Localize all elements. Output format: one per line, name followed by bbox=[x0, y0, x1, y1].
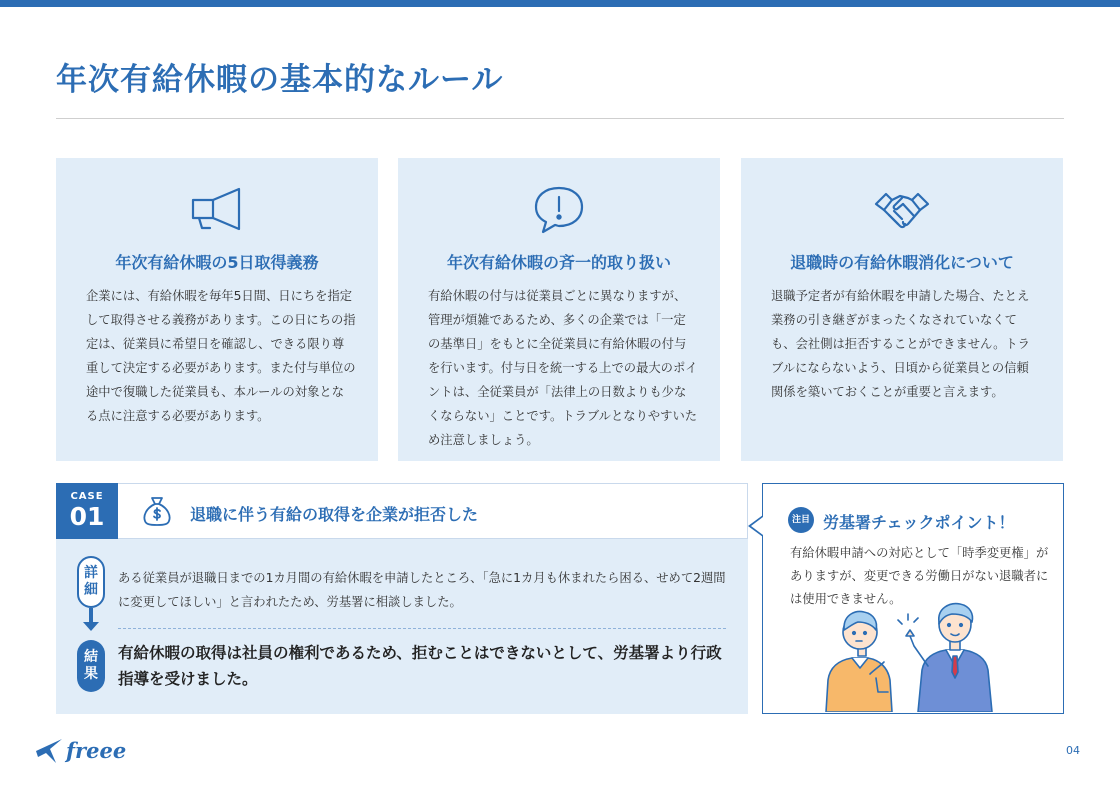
rule-card-five-day bbox=[56, 158, 378, 461]
page-title: 年次有給休暇の基本的なルール bbox=[56, 62, 504, 98]
card-body: 企業には、有給休暇を毎年5日間、日にちを指定して取得させる義務があります。この日にちの指定は、従業員に希望日を確認し、できる限り尊重して決定する必要があります。また付与単位の途中で復職した従業員も、本ルールの対象となる点に注意する必要があります。 bbox=[86, 289, 356, 423]
result-label-text: 結果 bbox=[84, 649, 98, 682]
case-result-text: 有給休暇の取得は社員の権利であるため、拒むことはできないとして、労基署より行政指導を受けました。 bbox=[118, 644, 722, 688]
checkpoint-title: 労基署チェックポイント！ bbox=[823, 513, 1015, 532]
case-number: 01 bbox=[69, 502, 105, 531]
rule-card-uniform-handling bbox=[398, 158, 720, 461]
title-divider bbox=[56, 118, 1064, 119]
handshake-icon bbox=[741, 184, 1063, 236]
case-title: 退職に伴う有給の取得を企業が拒否した bbox=[190, 505, 479, 524]
card-title: 年次有給休暇の斉一的取り扱い bbox=[446, 253, 671, 272]
freee-bird-icon bbox=[34, 735, 64, 765]
pointing-person-figure bbox=[898, 604, 992, 712]
megaphone-icon bbox=[56, 184, 378, 236]
detail-label-text: 詳細 bbox=[84, 565, 98, 598]
callout-pointer-fill bbox=[751, 517, 763, 535]
people-illustration bbox=[818, 600, 1018, 712]
case-detail-text: ある従業員が退職日までの1カ月間の有給休暇を申請したところ、「急に1カ月も休まれたら困る、せめて2週間に変更してほしい」と言われたため、労基署に相談しました。 bbox=[118, 571, 726, 609]
thinking-person-figure bbox=[826, 612, 892, 712]
case-label: CASE bbox=[70, 491, 104, 502]
detail-label bbox=[77, 556, 105, 608]
case-badge bbox=[56, 483, 118, 539]
attention-badge: 注目 bbox=[788, 507, 814, 533]
card-body: 有給休暇の付与は従業員ごとに異なりますが、管理が煩雑であるため、多くの企業では「一定の基準日」をもとに全従業員に有給休暇の付与を行います。付与日を統一する上での最大のポイントは、全従業員が「法律上の日数よりも少なくならない」ことです。トラブルとなりやすいため注意しましょう。 bbox=[428, 289, 698, 447]
page-number: 04 bbox=[1066, 744, 1080, 757]
card-title: 年次有給休暇の5日取得義務 bbox=[115, 253, 319, 272]
card-title: 退職時の有給休暇消化について bbox=[790, 253, 1014, 272]
dashed-divider bbox=[118, 628, 726, 629]
money-bag-icon bbox=[140, 494, 174, 528]
result-label bbox=[77, 640, 105, 692]
card-body: 退職予定者が有給休暇を申請した場合、たとえ業務の引き継ぎがまったくなされていなくても、会社側は拒否することができません。トラブルにならないよう、日頃から従業員との信頼関係を築いておくことが重要と言えます。 bbox=[771, 289, 1030, 399]
rule-card-retirement-leave bbox=[741, 158, 1063, 461]
speech-exclamation-icon bbox=[398, 184, 720, 236]
top-accent-bar bbox=[0, 0, 1120, 7]
freee-logo bbox=[34, 732, 126, 768]
arrow-down-icon bbox=[83, 622, 99, 631]
checkpoint-body: 有給休暇申請への対応として「時季変更権」がありますが、変更できる労働日がない退職者には使用できません。 bbox=[790, 546, 1049, 606]
logo-text: freee bbox=[66, 737, 127, 763]
